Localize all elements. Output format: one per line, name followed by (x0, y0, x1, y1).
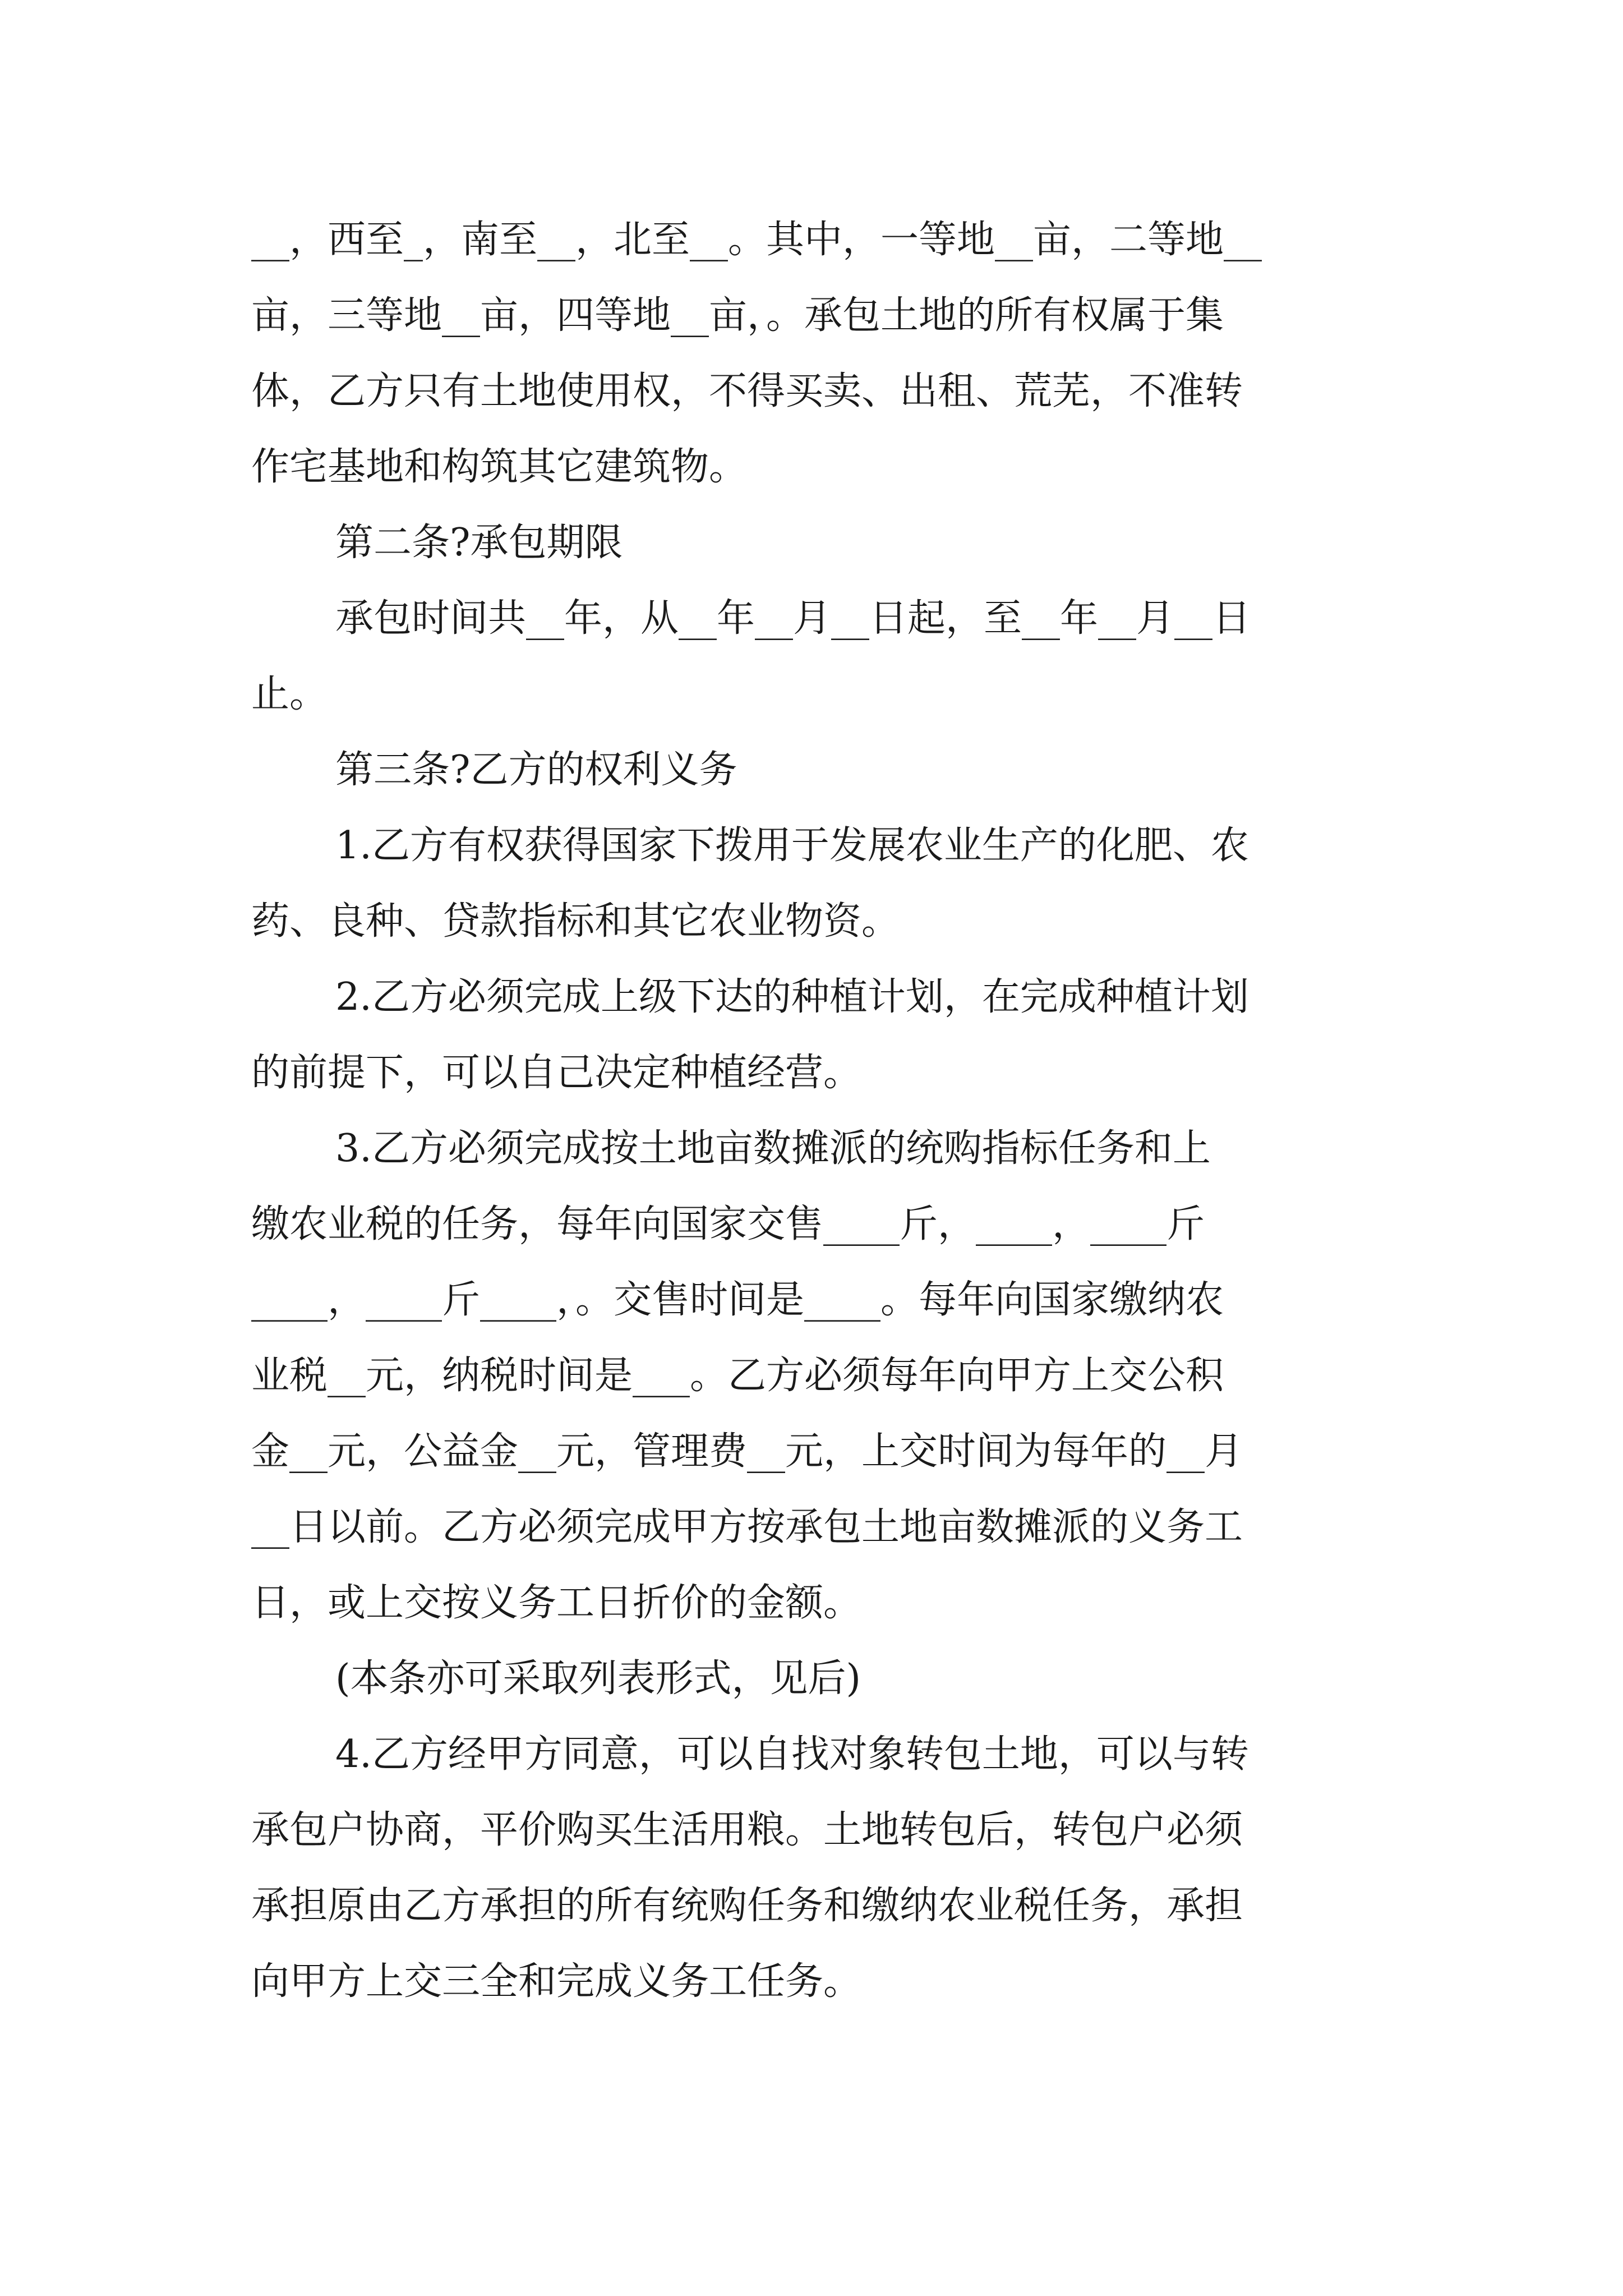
paragraph-line: 4.乙方经甲方同意，可以自找对象转包土地，可以与转 (335, 1732, 1249, 1777)
paragraph-line: 向甲方上交三全和完成义务工任务。 (251, 1959, 862, 2004)
paragraph-line: __日以前。乙方必须完成甲方按承包土地亩数摊派的义务工 (251, 1505, 1243, 1549)
paragraph-line: 承包户协商，平价购买生活用粮。土地转包后，转包户必须 (251, 1808, 1243, 1852)
paragraph-line: ____，____斤____，。交售时间是____。每年向国家缴纳农 (251, 1278, 1224, 1322)
paragraph-line: 金__元，公益金__元，管理费__元，上交时间为每年的__月 (251, 1429, 1243, 1474)
paragraph-line: 缴农业税的任务，每年向国家交售____斤，____，____斤 (251, 1202, 1205, 1246)
paragraph-line: 的前提下，可以自己决定种植经营。 (251, 1051, 862, 1095)
paragraph-line: 承担原由乙方承担的所有统购任务和缴纳农业税任务，承担 (251, 1884, 1243, 1928)
paragraph-line: 日，或上交按义务工日折价的金额。 (251, 1581, 862, 1625)
paragraph-line: 业税__元，纳税时间是___。乙方必须每年向甲方上交公积 (251, 1354, 1224, 1398)
paragraph-line: 2.乙方必须完成上级下达的种植计划，在完成种植计划 (335, 975, 1249, 1019)
document-page (251, 202, 1380, 2019)
paragraph-line: (本条亦可采取列表形式，见后) (335, 1657, 861, 1701)
paragraph-line: 体，乙方只有土地使用权，不得买卖、出租、荒芜，不准转 (251, 369, 1243, 413)
paragraph-line: 作宅基地和构筑其它建筑物。 (251, 445, 748, 489)
section-heading: 第二条?承包期限 (335, 521, 623, 565)
paragraph-line: 止。 (251, 672, 328, 716)
paragraph-line: 3.乙方必须完成按土地亩数摊派的统购指标任务和上 (335, 1126, 1211, 1171)
paragraph-line: __，西至_，南至__，北至__。其中，一等地__亩，二等地__ (251, 218, 1262, 262)
section-heading: 第三条?乙方的权利义务 (335, 748, 737, 792)
paragraph-line: 1.乙方有权获得国家下拨用于发展农业生产的化肥、农 (335, 823, 1249, 868)
paragraph-line: 承包时间共__年，从__年__月__日起，至__年__月__日 (335, 596, 1251, 641)
paragraph-line: 药、良种、贷款指标和其它农业物资。 (251, 899, 900, 944)
paragraph-line: 亩，三等地__亩，四等地__亩，。承包土地的所有权属于集 (251, 293, 1224, 338)
